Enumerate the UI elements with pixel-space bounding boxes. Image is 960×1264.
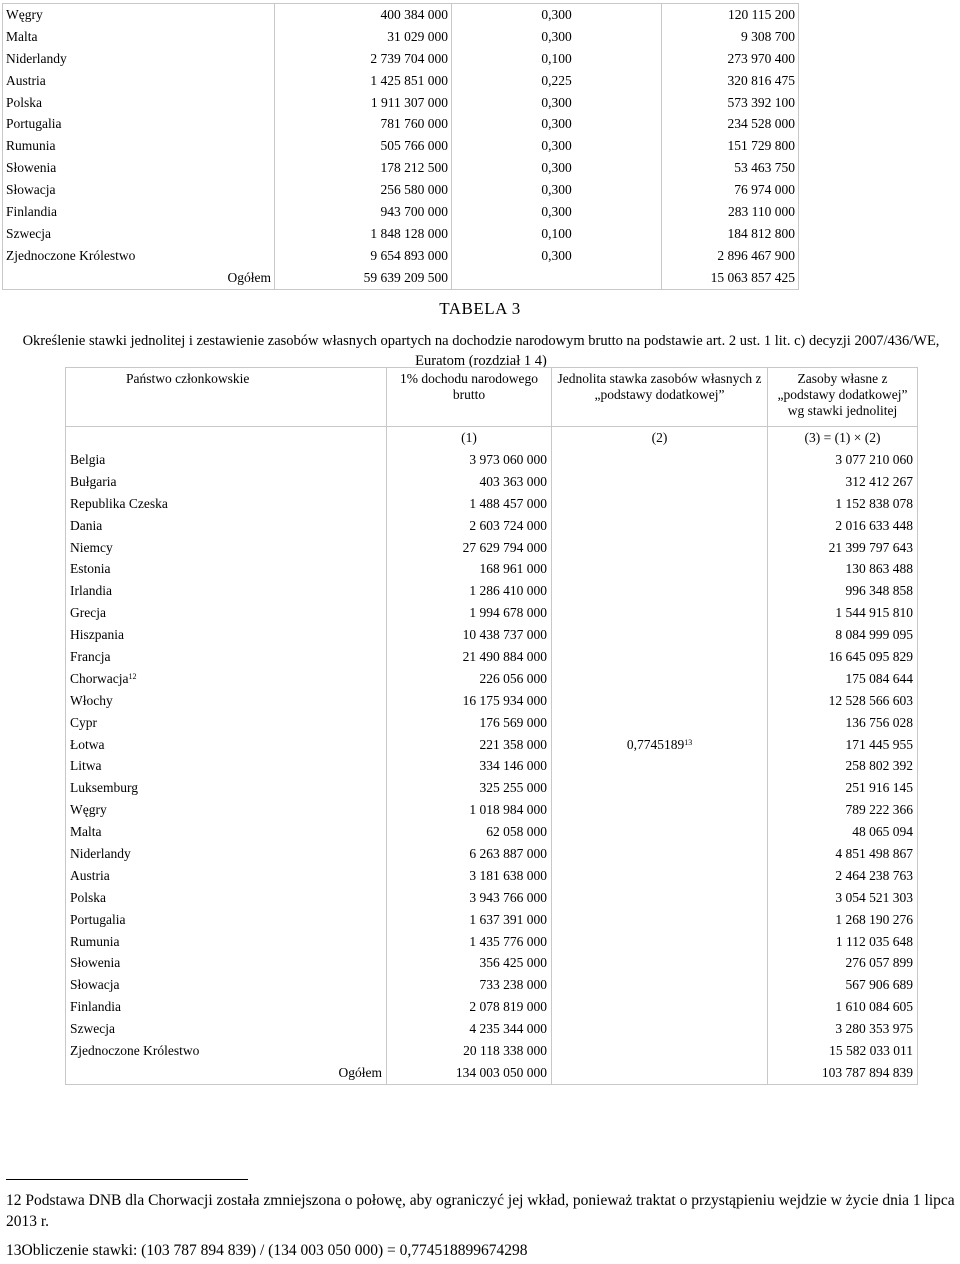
resources-cell: 12 528 566 603 — [768, 690, 918, 712]
country-cell — [66, 646, 387, 668]
country-cell — [66, 1040, 387, 1062]
gni-cell: 1 435 776 000 — [387, 931, 552, 953]
total-resources: 103 787 894 839 — [768, 1062, 918, 1085]
country-name: Chorwacja — [70, 670, 129, 686]
gni-cell: 4 235 344 000 — [387, 1018, 552, 1040]
column-number-row — [66, 427, 918, 450]
country-cell — [66, 668, 387, 690]
country-cell — [66, 865, 387, 887]
total-label: Ogółem — [66, 1062, 387, 1085]
rate-cell — [552, 449, 768, 471]
rate-cell — [552, 580, 768, 602]
table-row — [66, 865, 918, 887]
header-gni: 1% dochodu narodowego brutto — [387, 368, 552, 427]
country-name: Bułgaria — [70, 473, 117, 489]
table-row — [66, 931, 918, 953]
country-name: Węgry — [70, 802, 107, 818]
resources-cell: 2 896 467 900 — [662, 245, 799, 267]
resources-cell: 234 528 000 — [662, 113, 799, 135]
table-row — [66, 755, 918, 777]
gni-cell: 176 569 000 — [387, 712, 552, 734]
rate-cell — [552, 734, 768, 756]
table-row — [66, 777, 918, 799]
gni-cell: 226 056 000 — [387, 668, 552, 690]
table-row — [66, 515, 918, 537]
resources-cell: 312 412 267 — [768, 471, 918, 493]
table-description: Określenie stawki jednolitej i zestawienie zasobów własnych opartych na dochodzie narodowym brutto na podstawie art. 2 ust. 1 lit. c) decyzji 2007/436/WE, Euratom (rozdział 1 4) — [22, 333, 940, 369]
footnote-13: 13Obliczenie stawki: (103 787 894 839) / (134 003 050 000) = 0,774518899674298 — [6, 1242, 528, 1259]
resources-cell: 3 077 210 060 — [768, 449, 918, 471]
table-row — [66, 558, 918, 580]
base-cell: 943 700 000 — [275, 201, 452, 223]
resources-cell: 258 802 392 — [768, 755, 918, 777]
table-row — [66, 799, 918, 821]
footnote-separator — [6, 1179, 248, 1180]
country-name: Zjednoczone Królestwo — [70, 1042, 200, 1058]
table-row — [66, 843, 918, 865]
gni-cell: 3 973 060 000 — [387, 449, 552, 471]
gni-cell: 325 255 000 — [387, 777, 552, 799]
resources-cell: 16 645 095 829 — [768, 646, 918, 668]
total-gni: 134 003 050 000 — [387, 1062, 552, 1085]
base-cell: 31 029 000 — [275, 26, 452, 48]
table-row — [66, 624, 918, 646]
resources-cell: 567 906 689 — [768, 974, 918, 996]
table-row — [3, 157, 799, 179]
resources-cell: 8 084 999 095 — [768, 624, 918, 646]
rate-cell — [552, 471, 768, 493]
rate-cell — [552, 668, 768, 690]
gni-cell: 1 637 391 000 — [387, 909, 552, 931]
country-cell: Portugalia — [3, 113, 275, 135]
country-name: Hiszpania — [70, 627, 124, 643]
rate-cell — [552, 777, 768, 799]
country-cell — [66, 1018, 387, 1040]
table-row — [3, 4, 799, 26]
country-name: Słowacja — [70, 977, 120, 993]
rate-cell: 0,100 — [452, 48, 662, 70]
header-rate: Jednolita stawka zasobów własnych z „podstawy dodatkowej” — [552, 368, 768, 427]
gni-cell: 3 943 766 000 — [387, 887, 552, 909]
rate-cell — [552, 602, 768, 624]
gni-cell: 356 425 000 — [387, 952, 552, 974]
table-row — [66, 668, 918, 690]
resources-cell: 15 582 033 011 — [768, 1040, 918, 1062]
country-cell — [66, 909, 387, 931]
gni-cell: 62 058 000 — [387, 821, 552, 843]
country-cell — [66, 449, 387, 471]
resources-cell: 130 863 488 — [768, 558, 918, 580]
country-cell: Słowacja — [3, 179, 275, 201]
rate-cell: 0,225 — [452, 70, 662, 92]
rate-cell: 0,300 — [452, 4, 662, 26]
rate-cell: 0,100 — [452, 223, 662, 245]
table-row — [66, 1018, 918, 1040]
country-cell: Niderlandy — [3, 48, 275, 70]
rate-cell — [552, 537, 768, 559]
gni-cell: 1 488 457 000 — [387, 493, 552, 515]
country-name: Szwecja — [70, 1021, 115, 1037]
rate-cell — [552, 821, 768, 843]
rate-cell: 0,300 — [452, 157, 662, 179]
country-cell — [66, 580, 387, 602]
country-name: Polska — [70, 889, 107, 905]
resources-cell: 4 851 498 867 — [768, 843, 918, 865]
resources-cell: 1 544 915 810 — [768, 602, 918, 624]
table-row — [66, 646, 918, 668]
gni-cell: 6 263 887 000 — [387, 843, 552, 865]
base-cell: 505 766 000 — [275, 135, 452, 157]
footnote-ref-13: 13 — [684, 737, 693, 747]
resources-cell: 2 464 238 763 — [768, 865, 918, 887]
rate-cell — [552, 1018, 768, 1040]
table-row — [3, 179, 799, 201]
country-cell — [66, 799, 387, 821]
country-cell: Słowenia — [3, 157, 275, 179]
table-row — [66, 493, 918, 515]
resources-cell: 273 970 400 — [662, 48, 799, 70]
country-cell — [66, 690, 387, 712]
country-name: Dania — [70, 517, 103, 533]
base-cell: 256 580 000 — [275, 179, 452, 201]
country-cell — [66, 887, 387, 909]
country-name: Niemcy — [70, 539, 113, 555]
gni-cell: 2 603 724 000 — [387, 515, 552, 537]
rate-cell — [552, 887, 768, 909]
column-number-2: (2) — [552, 427, 768, 450]
resources-cell: 1 268 190 276 — [768, 909, 918, 931]
country-name: Luksemburg — [70, 780, 138, 796]
gni-cell: 221 358 000 — [387, 734, 552, 756]
rate-cell: 0,300 — [452, 179, 662, 201]
rate-cell: 0,300 — [452, 92, 662, 114]
gni-cell: 27 629 794 000 — [387, 537, 552, 559]
rate-cell — [552, 493, 768, 515]
gni-cell: 1 018 984 000 — [387, 799, 552, 821]
rate-cell — [552, 515, 768, 537]
resources-cell: 320 816 475 — [662, 70, 799, 92]
resources-cell: 53 463 750 — [662, 157, 799, 179]
table-header-row — [66, 368, 918, 427]
column-number-3: (3) = (1) × (2) — [768, 427, 918, 450]
table-row — [66, 602, 918, 624]
gni-cell: 2 078 819 000 — [387, 996, 552, 1018]
table-row — [3, 113, 799, 135]
country-name: Portugalia — [70, 911, 126, 927]
country-cell — [66, 996, 387, 1018]
country-cell — [66, 624, 387, 646]
table-row — [66, 952, 918, 974]
country-cell — [66, 821, 387, 843]
country-name: Łotwa — [70, 736, 105, 752]
base-cell: 9 654 893 000 — [275, 245, 452, 267]
gni-cell: 733 238 000 — [387, 974, 552, 996]
gni-cell: 1 286 410 000 — [387, 580, 552, 602]
column-number-1: (1) — [387, 427, 552, 450]
rate-cell — [552, 646, 768, 668]
country-name: Francja — [70, 648, 111, 664]
country-name: Włochy — [70, 692, 113, 708]
country-cell — [66, 734, 387, 756]
country-name: Austria — [70, 867, 110, 883]
country-name: Grecja — [70, 605, 106, 621]
gni-table-body — [66, 427, 918, 1085]
base-cell: 400 384 000 — [275, 4, 452, 26]
country-cell: Austria — [3, 70, 275, 92]
country-cell: Szwecja — [3, 223, 275, 245]
gni-cell: 21 490 884 000 — [387, 646, 552, 668]
country-cell — [66, 515, 387, 537]
base-cell: 1 911 307 000 — [275, 92, 452, 114]
previous-table — [2, 3, 799, 290]
country-cell — [66, 602, 387, 624]
country-cell: Rumunia — [3, 135, 275, 157]
table-row — [66, 690, 918, 712]
base-cell: 178 212 500 — [275, 157, 452, 179]
total-rate-empty — [452, 267, 662, 289]
gni-cell: 334 146 000 — [387, 755, 552, 777]
country-cell — [66, 974, 387, 996]
resources-cell: 251 916 145 — [768, 777, 918, 799]
table-row — [66, 887, 918, 909]
rate-cell — [552, 931, 768, 953]
gni-cell: 16 175 934 000 — [387, 690, 552, 712]
table-row — [66, 537, 918, 559]
country-name: Litwa — [70, 758, 102, 774]
table-row — [66, 996, 918, 1018]
country-cell — [66, 931, 387, 953]
table-row — [66, 471, 918, 493]
country-name: Słowenia — [70, 955, 121, 971]
rate-cell — [552, 558, 768, 580]
resources-cell: 1 112 035 648 — [768, 931, 918, 953]
gni-cell: 403 363 000 — [387, 471, 552, 493]
base-cell: 1 848 128 000 — [275, 223, 452, 245]
country-name: Republika Czeska — [70, 495, 168, 511]
footnote-ref-12: 12 — [128, 671, 137, 681]
country-cell — [66, 558, 387, 580]
rate-cell: 0,300 — [452, 26, 662, 48]
resources-cell: 3 054 521 303 — [768, 887, 918, 909]
country-cell: Finlandia — [3, 201, 275, 223]
gni-resources-table — [65, 367, 918, 1085]
country-cell — [66, 777, 387, 799]
resources-cell: 48 065 094 — [768, 821, 918, 843]
footnote-12: 12 Podstawa DNB dla Chorwacji została zmniejszona o połowę, aby ograniczyć jej wkład, ponieważ traktat o przystąpieniu wejdzie w życie dnia 1 lipca 2013 r. — [6, 1192, 955, 1230]
resources-cell: 151 729 800 — [662, 135, 799, 157]
gni-cell: 20 118 338 000 — [387, 1040, 552, 1062]
gni-cell: 168 961 000 — [387, 558, 552, 580]
table-title: TABELA 3 — [439, 299, 521, 318]
country-name: Belgia — [70, 451, 106, 467]
country-name: Malta — [70, 824, 102, 840]
base-cell: 781 760 000 — [275, 113, 452, 135]
total-row — [3, 267, 799, 289]
country-name: Rumunia — [70, 933, 120, 949]
resources-cell: 1 610 084 605 — [768, 996, 918, 1018]
resources-cell: 276 057 899 — [768, 952, 918, 974]
rate-cell — [552, 712, 768, 734]
table-row — [66, 580, 918, 602]
rate-cell — [552, 624, 768, 646]
uniform-rate-value: 0,7745189 — [626, 736, 685, 752]
rate-cell — [552, 952, 768, 974]
table-row — [3, 201, 799, 223]
resources-cell: 789 222 366 — [768, 799, 918, 821]
country-cell: Zjednoczone Królestwo — [3, 245, 275, 267]
rate-cell: 0,300 — [452, 201, 662, 223]
rate-cell — [552, 996, 768, 1018]
rate-cell — [552, 1040, 768, 1062]
rate-cell: 0,300 — [452, 245, 662, 267]
country-name: Finlandia — [70, 999, 121, 1015]
country-cell: Węgry — [3, 4, 275, 26]
rate-cell — [552, 974, 768, 996]
table-row — [66, 734, 918, 756]
country-name: Estonia — [70, 561, 111, 577]
country-cell — [66, 471, 387, 493]
resources-cell: 184 812 800 — [662, 223, 799, 245]
total-base: 59 639 209 500 — [275, 267, 452, 289]
resources-cell: 120 115 200 — [662, 4, 799, 26]
table-row — [66, 1040, 918, 1062]
country-name: Niderlandy — [70, 845, 131, 861]
table-row — [3, 223, 799, 245]
header-resources: Zasoby własne z „podstawy dodatkowej” wg stawki jednolitej — [768, 368, 918, 427]
country-cell: Polska — [3, 92, 275, 114]
gni-cell: 3 181 638 000 — [387, 865, 552, 887]
country-cell — [66, 712, 387, 734]
column-number-empty — [66, 427, 387, 450]
gni-cell: 10 438 737 000 — [387, 624, 552, 646]
rate-cell — [552, 755, 768, 777]
base-cell: 1 425 851 000 — [275, 70, 452, 92]
resources-cell: 573 392 100 — [662, 92, 799, 114]
base-cell: 2 739 704 000 — [275, 48, 452, 70]
total-row — [66, 1062, 918, 1085]
country-cell — [66, 843, 387, 865]
resources-cell: 21 399 797 643 — [768, 537, 918, 559]
resources-cell: 283 110 000 — [662, 201, 799, 223]
table-row — [3, 48, 799, 70]
table-row — [3, 92, 799, 114]
table-row — [66, 821, 918, 843]
resources-cell: 171 445 955 — [768, 734, 918, 756]
country-cell — [66, 537, 387, 559]
country-name: Cypr — [70, 714, 97, 730]
rate-cell — [552, 690, 768, 712]
rate-cell — [552, 909, 768, 931]
rate-cell: 0,300 — [452, 135, 662, 157]
country-cell: Malta — [3, 26, 275, 48]
table-row — [66, 449, 918, 471]
country-name: Irlandia — [70, 583, 112, 599]
country-cell — [66, 952, 387, 974]
rate-cell — [552, 843, 768, 865]
country-cell — [66, 755, 387, 777]
resources-cell: 136 756 028 — [768, 712, 918, 734]
table-row — [66, 712, 918, 734]
table-row — [3, 135, 799, 157]
table-row — [66, 909, 918, 931]
total-label: Ogółem — [3, 267, 275, 289]
previous-table-body — [3, 4, 799, 290]
table-row — [3, 70, 799, 92]
total-resources: 15 063 857 425 — [662, 267, 799, 289]
rate-cell — [552, 799, 768, 821]
header-state: Państwo członkowskie — [66, 368, 387, 427]
rate-cell — [552, 865, 768, 887]
resources-cell: 175 084 644 — [768, 668, 918, 690]
rate-cell: 0,300 — [452, 113, 662, 135]
gni-cell: 1 994 678 000 — [387, 602, 552, 624]
country-cell — [66, 493, 387, 515]
resources-cell: 2 016 633 448 — [768, 515, 918, 537]
resources-cell: 1 152 838 078 — [768, 493, 918, 515]
resources-cell: 76 974 000 — [662, 179, 799, 201]
resources-cell: 3 280 353 975 — [768, 1018, 918, 1040]
table-row — [66, 974, 918, 996]
resources-cell: 9 308 700 — [662, 26, 799, 48]
table-row — [3, 245, 799, 267]
resources-cell: 996 348 858 — [768, 580, 918, 602]
total-rate-empty — [552, 1062, 768, 1085]
table-row — [3, 26, 799, 48]
